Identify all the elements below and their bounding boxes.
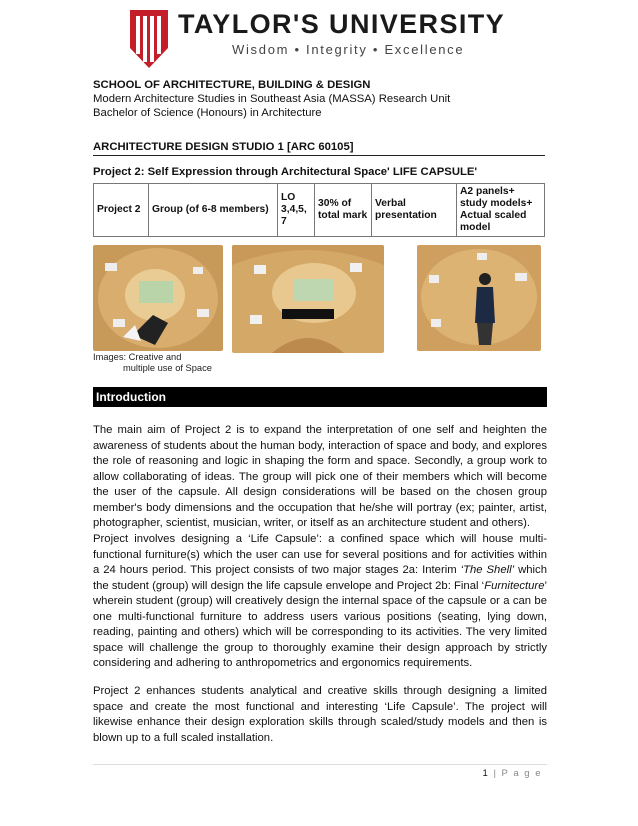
caption-line: multiple use of Space — [123, 363, 212, 373]
table-row — [94, 184, 545, 237]
university-name: TAYLOR'S UNIVERSITY — [178, 9, 506, 39]
table-cell: Project 2 — [94, 184, 149, 237]
paragraph-emphasis: ‘The Shell’ — [460, 564, 515, 576]
paragraph-text: ’ wherein student (group) will creatively design the internal space of the capsule or a can be one multi-functional furniture to address users various positions (seating, lying down, reading, painting and others) which will be corresponding to its activities. The very limited space will challenge the group to thoroughly examine their design approach by strictly considering and adhering to anthropometrics and ergonomics requirements. — [93, 579, 547, 669]
image-caption — [93, 352, 212, 374]
programme-name: Bachelor of Science (Honours) in Architecture — [93, 107, 322, 119]
intro-paragraph-2 — [93, 532, 547, 672]
intro-paragraph-1: The main aim of Project 2 is to expand the interpretation of one self and heighten the awareness of students about the human body, interaction of space and body, and explores the role of reasoning and logic in shaping the form and space. Secondly, a group work to allow collaborating of ideas. The group will pick one of their members which will become the user of the capsule. All design considerations will be based on the chosen group member's body dimensions and the occupation that he/she will portray (ex; painter, artist, photographer, scientist, musician, writer, or itself as an architecture student and others). — [93, 424, 547, 529]
table-cell: A2 panels+ study models+ Actual scaled model — [457, 184, 545, 237]
school-name: SCHOOL OF ARCHITECTURE, BUILDING & DESIGN — [93, 79, 371, 91]
footer-divider — [93, 764, 547, 765]
project-info-table — [93, 183, 545, 237]
paragraph-text: which the student (group) will design the life capsule envelope and Project 2b: Final ‘ — [93, 564, 547, 592]
caption-line: Images: Creative and — [93, 352, 182, 362]
university-tagline: Wisdom • Integrity • Excellence — [232, 42, 465, 57]
research-unit: Modern Architecture Studies in Southeast Asia (MASSA) Research Unit — [93, 93, 451, 105]
project-title: Project 2: Self Expression through Architectural Space' LIFE CAPSULE' — [93, 166, 478, 178]
page-number: 1 — [482, 768, 490, 779]
introduction-heading: Introduction — [93, 387, 547, 407]
table-cell: Group (of 6-8 members) — [149, 184, 278, 237]
page-label: | P a g e — [493, 768, 542, 779]
course-title: ARCHITECTURE DESIGN STUDIO 1 [ARC 60105] — [93, 141, 545, 156]
capsule-photo-1 — [93, 245, 223, 351]
capsule-photo-2 — [232, 245, 384, 353]
table-cell: 30% of total mark — [315, 184, 372, 237]
intro-paragraph-3: Project 2 enhances students analytical and creative skills through designing a limited space and create the most functional and interesting ‘Life Capsule’. The project will likewise enhance their design exploration skills through scaled/study models and then is blown up to a full scaled installation. — [93, 685, 547, 744]
taylors-emblem-icon — [128, 8, 170, 70]
table-cell: LO 3,4,5, 7 — [278, 184, 315, 237]
capsule-photo-3 — [417, 245, 541, 351]
page-footer — [483, 768, 542, 779]
paragraph-emphasis: Furnitecture — [484, 579, 545, 592]
school-info — [93, 78, 548, 120]
table-cell: Verbal presentation — [372, 184, 457, 237]
university-logo — [128, 8, 506, 74]
paragraph-text: Project involves designing a ‘Life Capsule’: a confined space which will house multi-functional furniture(s) which the user can use for several positions and for activities within a 24 hours period. This project consists of two major stages 2a: Interim — [93, 533, 547, 576]
